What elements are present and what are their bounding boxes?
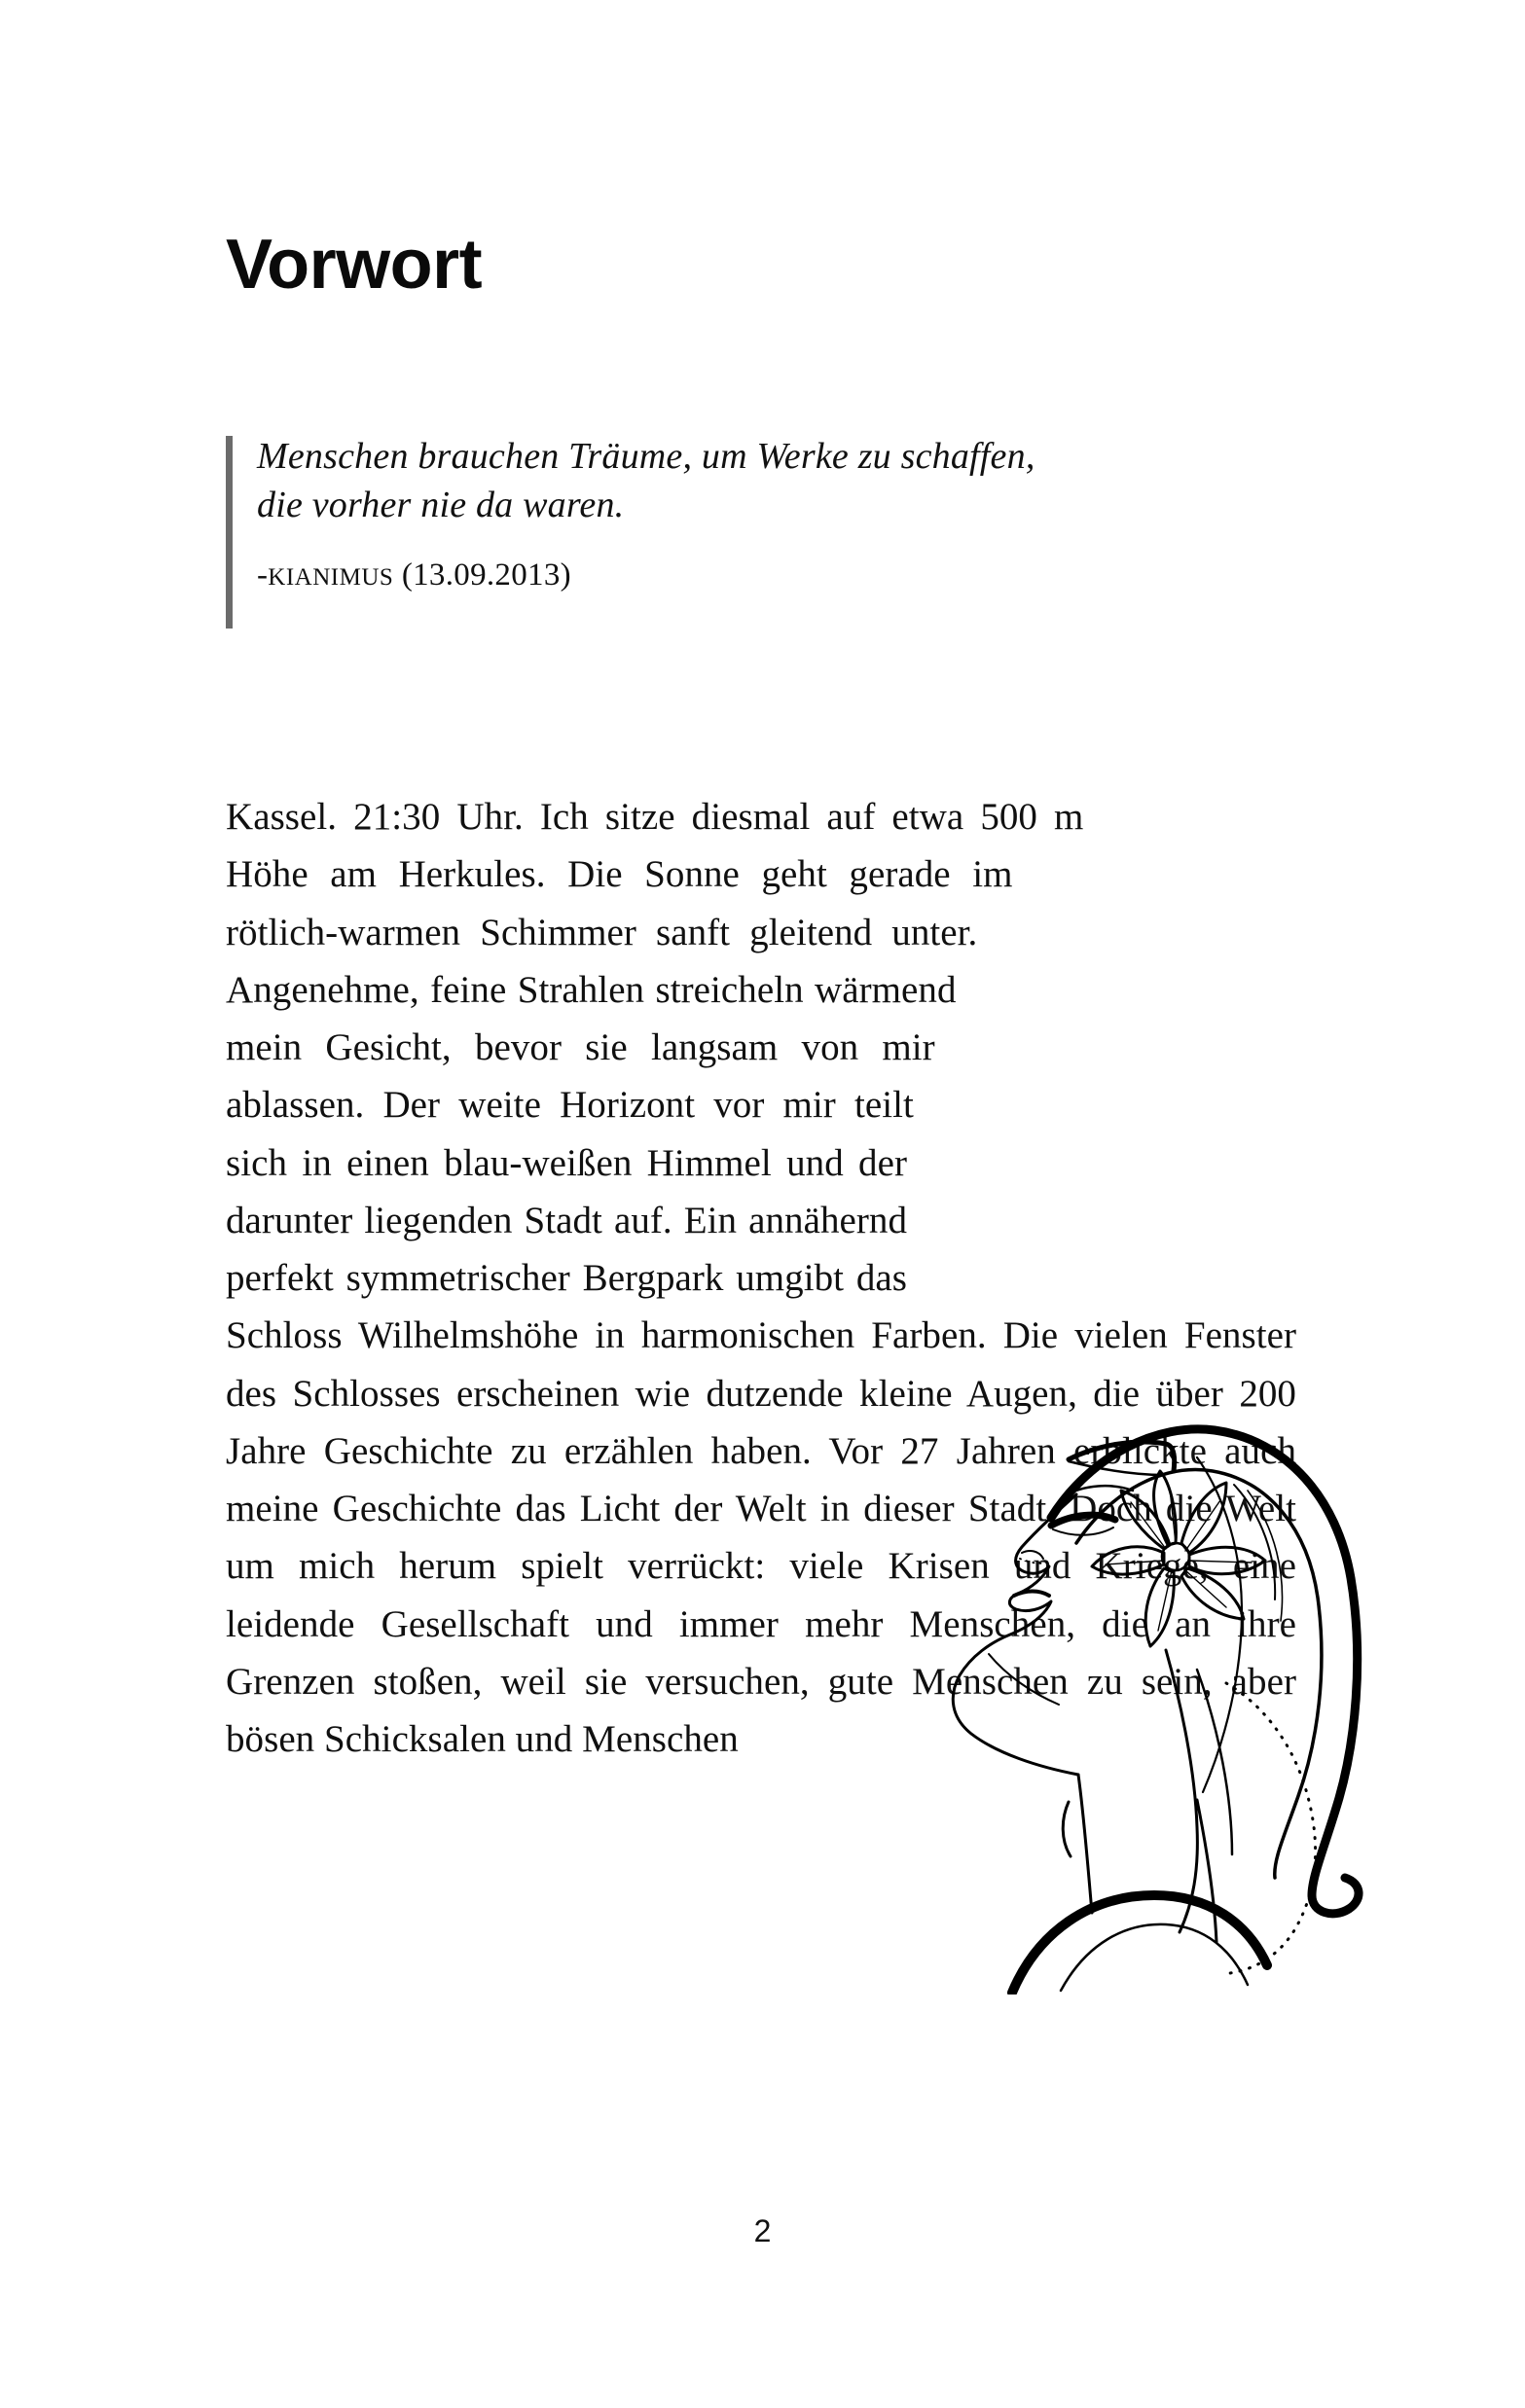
quote-line-2: die vorher nie da waren. [257, 485, 625, 526]
quote-attribution-prefix: - [257, 557, 269, 593]
page-number: 2 [753, 2213, 772, 2248]
quote-line-1: Menschen brauchen Träume, um Werke zu schaffen, [257, 436, 1035, 477]
quote-accent-bar [226, 436, 233, 629]
pull-quote [226, 432, 1277, 596]
quote-text [257, 432, 1277, 529]
body-paragraph: Kassel. 21:30 Uhr. Ich sitze diesmal auf etwa 500 m Höhe am Herkules. Die Sonne geht gerade im rötlich-warmen Schimmer sanft gleitend unter. Angenehme, feine Strahlen streicheln wärmend mein Gesicht, bevor sie langsam von mir ablassen. Der weite Horizont vor mir teilt sich in einen blau-weißen Himmel und der darunter liegenden Stadt auf. Ein annähernd perfekt symmetrischer Bergpark umgibt das Schloss Wilhelmshöhe in harmonischen Farben. Die vielen Fenster des Schlosses erscheinen wie dutzende kleine Augen, die über 200 Jahre Geschichte zu erzählen haben. Vor 27 Jahren erblickte auch meine Geschichte das Licht der Welt in dieser Stadt. Doch die Welt um mich herum spielt verrückt: viele Krisen und Kriege, eine leidende Gesellschaft und immer mehr Menschen, die an ihre Grenzen stoßen, weil sie versuchen, gute Menschen zu sein, aber bösen Schicksalen und Menschen [226, 796, 1296, 1761]
page-title: Vorwort [226, 226, 483, 304]
quote-attribution-date: (13.09.2013) [393, 557, 571, 593]
quote-attribution-author: kianimus [268, 554, 394, 593]
quote-attribution [257, 551, 1277, 596]
body-column [226, 788, 1296, 1769]
